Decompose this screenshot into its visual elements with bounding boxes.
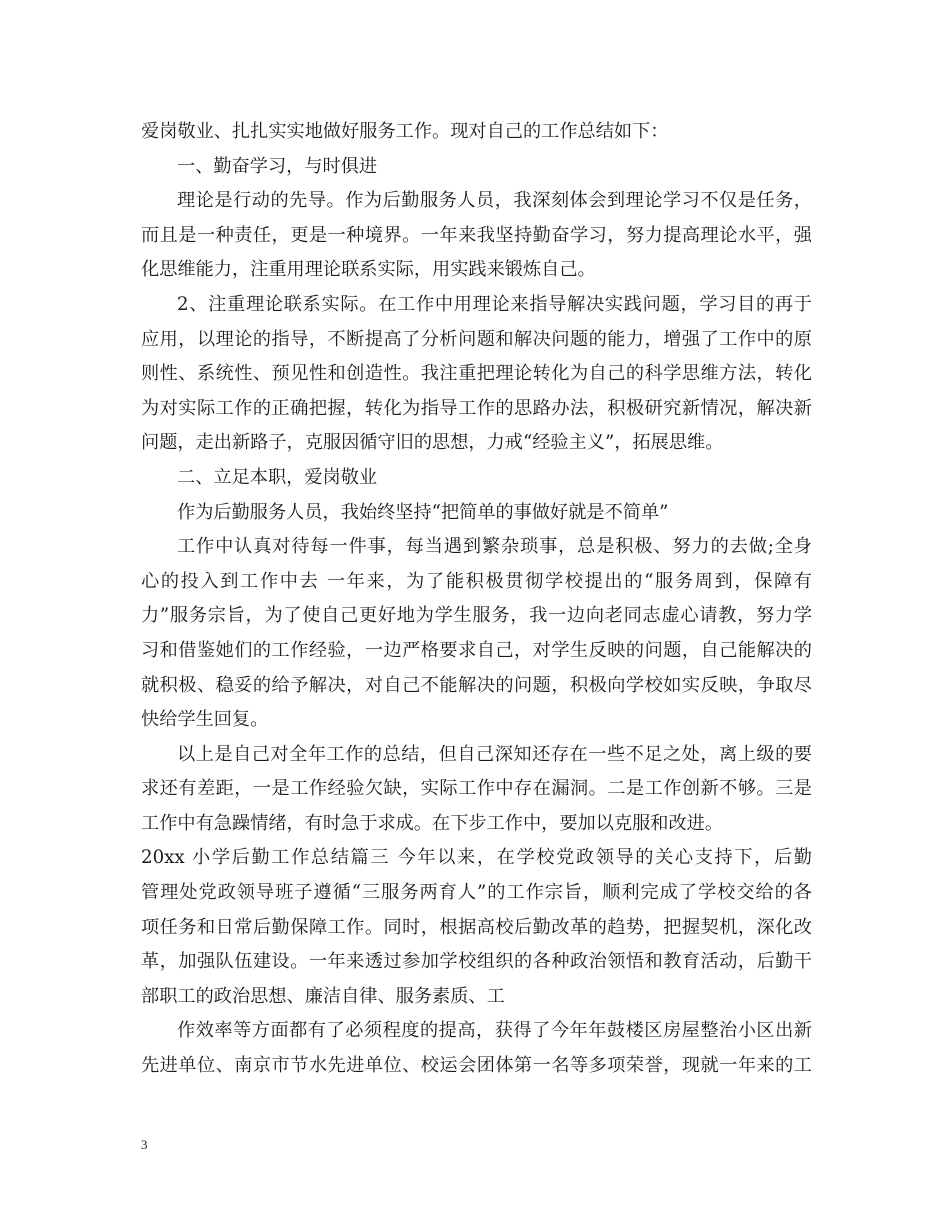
text-line: 部职工的政治思想、廉洁自律、服务素质、工	[141, 985, 505, 1007]
text-line: 就积极、稳妥的给予解决，对自己不能解决的问题，积极向学校如实反映，争取尽	[141, 674, 812, 696]
text-line: 心的投入到工作中去 一年来，为了能积极贯彻学校提出的“服务周到，保障有	[141, 570, 812, 592]
text-line: 则性、系统性、预见性和创造性。我注重把理论转化为自己的科学思维方法，转化	[141, 363, 812, 385]
text-line: 工作中认真对待每一件事，每当遇到繁杂琐事，总是积极、努力的去做;全身	[177, 536, 812, 558]
text-line: 革，加强队伍建设。一年来透过参加学校组织的各种政治领悟和教育活动，后勤干	[141, 951, 812, 973]
text-line: 而且是一种责任，更是一种境界。一年来我坚持勤奋学习，努力提高理论水平，强	[141, 224, 812, 246]
text-line: 以上是自己对全年工作的总结，但自己深知还存在一些不足之处，离上级的要	[177, 743, 812, 765]
text-line: 应用，以理论的指导，不断提高了分析问题和解决问题的能力，增强了工作中的原	[141, 328, 812, 350]
text-line: 作为后勤服务人员，我始终坚持“把简单的事做好就是不简单”	[177, 501, 669, 523]
page-number: 3	[141, 1137, 148, 1152]
text-line: 二、立足本职，爱岗敬业	[177, 466, 378, 488]
text-line: 20xx 小学后勤工作总结篇三 今年以来，在学校党政领导的关心支持下，后勤	[141, 847, 812, 869]
text-line: 先进单位、南京市节水先进单位、校运会团体第一名等多项荣誉，现就一年来的工	[141, 1055, 812, 1077]
text-line: 项任务和日常后勤保障工作。同时，根据高校后勤改革的趋势，把握契机，深化改	[141, 916, 812, 938]
text-line: 问题，走出新路子，克服因循守旧的思想，力戒“经验主义”，拓展思维。	[141, 432, 724, 454]
document-body	[141, 115, 812, 1084]
text-line: 2、注重理论联系实际。在工作中用理论来指导解决实践问题，学习目的再于	[177, 293, 812, 315]
text-line: 求还有差距，一是工作经验欠缺，实际工作中存在漏洞。二是工作创新不够。三是	[141, 778, 812, 800]
text-line: 化思维能力，注重用理论联系实际，用实践来锻炼自己。	[141, 259, 596, 281]
text-line: 作效率等方面都有了必须程度的提高，获得了今年年鼓楼区房屋整治小区出新	[177, 1020, 812, 1042]
text-line: 工作中有急躁情绪，有时急于求成。在下步工作中，要加以克服和改进。	[141, 812, 724, 834]
text-line: 爱岗敬业、扎扎实实地做好服务工作。现对自己的工作总结如下：	[141, 121, 669, 142]
text-line: 一、勤奋学习，与时俱进	[177, 155, 378, 177]
text-line: 理论是行动的先导。作为后勤服务人员，我深刻体会到理论学习不仅是任务，	[177, 190, 812, 212]
text-line: 习和借鉴她们的工作经验，一边严格要求自己，对学生反映的问题，自己能解决的	[141, 639, 812, 661]
text-line: 管理处党政领导班子遵循“三服务两育人”的工作宗旨，顺利完成了学校交给的各	[141, 882, 812, 904]
text-line: 力”服务宗旨，为了使自己更好地为学生服务，我一边向老同志虚心请教，努力学	[141, 605, 812, 627]
text-line: 快给学生回复。	[141, 709, 269, 731]
text-line: 为对实际工作的正确把握，转化为指导工作的思路办法，积极研究新情况，解决新	[141, 397, 812, 419]
